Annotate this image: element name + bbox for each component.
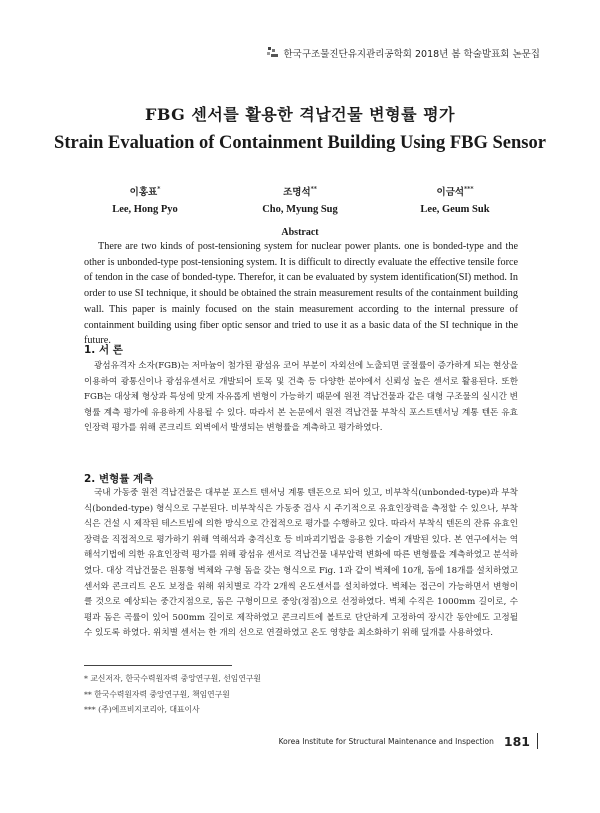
author-mark: ** <box>310 186 317 193</box>
title-korean: FBG 센서를 활용한 격납건물 변형률 평가 <box>144 105 456 124</box>
author-mark: * <box>157 186 161 193</box>
author-name-en: Cho, Myung Sug <box>262 204 338 216</box>
author-mark: *** <box>464 186 474 193</box>
society-logo-icon <box>266 47 280 59</box>
section-heading-introduction: 1. 서 론 <box>84 344 123 356</box>
footnote-2: ** 한국수력원자력 중앙연구원, 책임연구원 <box>84 689 230 699</box>
author-1 <box>70 181 220 218</box>
footer-text: Korea Institute for Structural Maintenance and Inspection <box>278 736 494 746</box>
section-heading-strain-measurement: 2. 변형률 계측 <box>84 473 154 485</box>
footnote-3: *** (주)에프비지코리아, 대표이사 <box>84 705 200 714</box>
page-footer <box>279 733 538 749</box>
author-name-ko: 이홍표 <box>129 187 158 199</box>
author-list <box>70 181 530 218</box>
running-title: 한국구조물진단유지관리공학회 2018년 봄 학술발표회 논문집 <box>283 49 540 60</box>
author-name-en: Lee, Hong Pyo <box>112 204 178 216</box>
footnote-divider <box>84 665 232 666</box>
section-body-strain-measurement: 국내 가동중 원전 격납건물은 대부분 포스트 텐셔닝 계통 텐돈으로 되어 있고, 비부착식(unbonded-type)과 부착식(bonded-type) 형식으로 구분된다. 비부착식은 가동중 검사 시 주기적으로 유효인장력을 측정할 수 있으나, 부착식은 건설 시 제작된 테스트빔에 의한 방식으로 간접적으로 평가를 수행하고 있다. 따라서 부착식 텐돈의 잔류 유효인장력을 직접적으로 평가하기 위해 역해석과 충격신호 등 비파괴기법을 응용한 기술이 개발된 있다. 본 연구에서는 역해석기법에 의한 유효인장력 평가를 위해 광섬유 센서로 격납건물 내부압력 변화에 따른 변형률을 계측하였고 분석하였다. 대상 격납건물은 원통형 벽체와 구형 돔을 갖는 형식으로 Fig. 1과 같이 벽체에 10개, 돔에 18개를 설치하였고 센서와 콘크리트 온도 보정을 위해 위치별로 각각 2개씩 온도센서를 설치하였다. 벽체는 접근이 가능하면서 변형이 클 것으로 예상되는 중간지점으로, 돔은 구형이므로 중앙(정점)으로 선정하였다. 벽체 수직은 1000mm 길이로, 수평과 돔은 곡률이 있어 500mm 길이로 제작하였고 콘크리트에 볼트로 단단하게 고정하여 장시간 동안에도 고정될 수 있도록 하였다. 위치별 센서는 한 개의 선으로 연결하였고 온도 영향을 최소화하기 위해 덮개를 사용하였다. <box>84 488 518 639</box>
author-name-en: Lee, Geum Suk <box>420 204 490 216</box>
running-header <box>266 46 540 60</box>
author-3 <box>380 181 530 218</box>
author-2 <box>225 181 375 218</box>
abstract-heading: Abstract <box>281 227 319 238</box>
author-name-ko: 이금석 <box>436 187 465 199</box>
author-name-ko: 조명석 <box>283 187 311 199</box>
footnotes <box>84 671 261 718</box>
title-english: Strain Evaluation of Containment Building Using FBG Sensor <box>54 133 546 153</box>
page-number: 181 <box>503 733 530 749</box>
footnote-1: * 교신저자, 한국수력원자력 중앙연구원, 선임연구원 <box>84 674 261 683</box>
section-body-introduction: 광섬유격자 소자(FGB)는 저마늄이 첨가된 광섬유 코어 부분이 자외선에 노출되면 굴절률이 증가하게 되는 현상을 이용하여 광통신이나 광섬유센서로 개발되어 토목 및 건축 등 다양한 분야에서 신뢰성 높은 센서로 활용된다. 또한 FGB는 대상체 형상과 특성에 맞게 자유롭게 변형이 가능하기 때문에 원전 격납건물과 같은 대형 구조물의 실시간 변형률 계측 평가에 유용하게 사용될 수 있다. 따라서 본 논문에서 원전 격납건물 부착식 포스트텐서닝 계통 텐돈 유효인장력 평가를 위해 콘크리트 외벽에서 발생되는 변형률을 계측하고 평가하였다. <box>84 361 518 434</box>
abstract-text: There are two kinds of post-tensioning system for nuclear power plants. one is bonded-type and the other is unbonded-type post-tensioning system. It is difficult to directly evaluate the effective tensile force of tendon in the case of bonded-type. Therefor, it can be evaluated by system identification(SI) method. In order to use SI technique, it should be obtained the strain measurement results of the containment building wall. This paper is mainly focused on the stain measurement according to the internal pressure of containment building using fiber optic sensor and tried to use it as a basic data of the SI technique in the future. <box>84 241 518 347</box>
footer-divider <box>537 733 538 749</box>
